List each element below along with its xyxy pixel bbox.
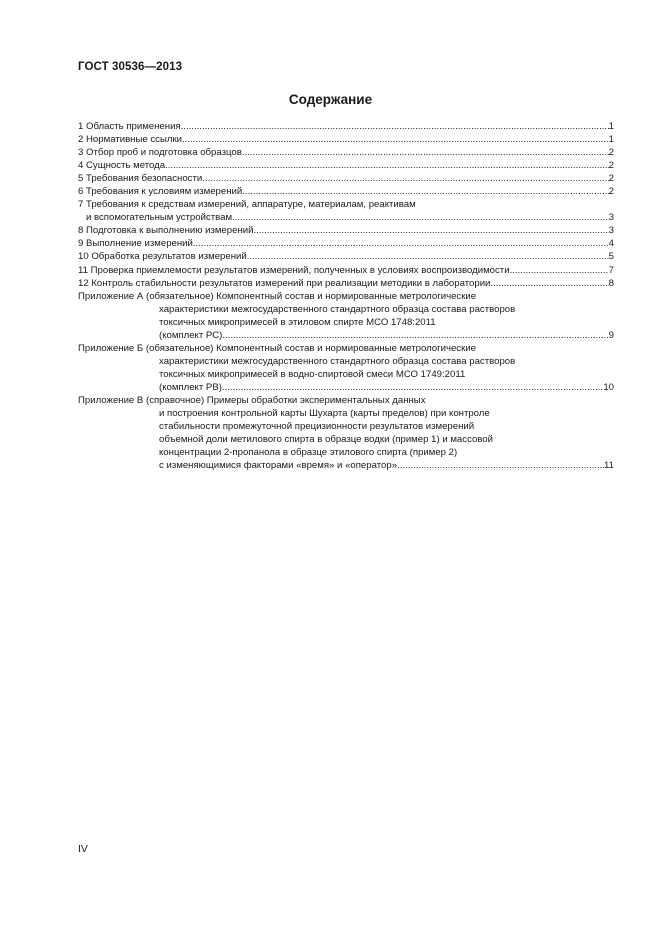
- toc-entry-scope[interactable]: [78, 120, 614, 133]
- toc-page-number: 7: [608, 264, 614, 276]
- toc-page-number: 2: [608, 173, 614, 185]
- toc-entry-measurement[interactable]: [78, 237, 614, 250]
- toc-entry-label: 6 Требования к условиям измерений: [78, 186, 243, 198]
- toc-page-number: 5: [608, 251, 614, 263]
- toc-entry-label: Приложение А (обязательное) Компонентный состав и нормированные метрологические: [78, 290, 477, 302]
- toc-entry-safety[interactable]: [78, 172, 614, 185]
- toc-page-number: 4: [608, 238, 614, 250]
- leader-dots: [182, 133, 609, 146]
- toc-page-number: 3: [608, 212, 614, 224]
- toc-entry-appendix-a[interactable]: [78, 290, 614, 342]
- leader-dots: [242, 185, 608, 198]
- toc-page-number: 1: [608, 121, 614, 132]
- toc-entry-label: 3 Отбор проб и подготовка образцов: [78, 147, 242, 159]
- toc-entry-label: 2 Нормативные ссылки: [78, 134, 183, 146]
- leader-dots: [490, 277, 608, 290]
- toc-entry-label-continued: (комплект РС): [159, 329, 223, 341]
- standard-code: ГОСТ 30536—2013: [78, 61, 183, 73]
- leader-dots: [253, 224, 608, 237]
- toc-page-number: 2: [608, 186, 614, 198]
- toc-entry-label: Приложение В (справочное) Примеры обработки экспериментальных данных: [78, 394, 426, 406]
- leader-dots: [222, 381, 603, 394]
- toc-page-number: 11: [604, 460, 614, 472]
- toc-entry-label-continued: токсичных микропримесей в водно-спиртовой смеси МСО 1749:2011: [159, 368, 466, 380]
- toc-entry-label: 12 Контроль стабильности результатов измерений при реализации методики в лаборатории: [78, 277, 491, 289]
- toc-page-number: 8: [608, 277, 614, 289]
- toc-page-number: 3: [608, 225, 614, 237]
- toc-page-number: 2: [608, 160, 614, 172]
- toc-entry-label-continued: токсичных микропримесей в этиловом спирте МСО 1748:2011: [159, 316, 436, 328]
- toc-entry-acceptability[interactable]: [78, 264, 614, 277]
- toc-page-number: 9: [608, 329, 614, 341]
- toc-entry-appendix-c[interactable]: [78, 394, 614, 472]
- toc-entry-label-continued: и вспомогательным устройствам: [86, 212, 233, 224]
- toc-entry-stability[interactable]: [78, 277, 614, 290]
- toc-entry-label-continued: характеристики межгосударственного стандартного образца состава растворов: [159, 355, 516, 367]
- toc-entry-instruments[interactable]: [78, 198, 614, 224]
- toc-page-number: 1: [608, 134, 614, 146]
- toc-entry-label-continued: и построения контрольной карты Шухарта (карты пределов) при контроле: [159, 408, 490, 420]
- leader-dots: [397, 459, 604, 472]
- table-of-contents: [78, 120, 614, 472]
- toc-entry-label-continued: с изменяющимися факторами «время» и «оператор»: [159, 460, 398, 472]
- toc-entry-label: Приложение Б (обязательное) Компонентный состав и нормированные метрологические: [78, 342, 476, 354]
- toc-entry-label: 9 Выполнение измерений: [78, 238, 193, 250]
- leader-dots: [181, 120, 609, 133]
- toc-entry-label: 7 Требования к средствам измерений, аппаратуре, материалам, реактивам: [78, 199, 416, 211]
- page-number: IV: [78, 843, 88, 855]
- toc-entry-label-continued: характеристики межгосударственного стандартного образца состава растворов: [159, 303, 516, 315]
- toc-entry-conditions[interactable]: [78, 185, 614, 198]
- leader-dots: [242, 146, 609, 159]
- toc-entry-preparation[interactable]: [78, 224, 614, 237]
- toc-entry-references[interactable]: [78, 133, 614, 146]
- toc-entry-label-continued: (комплект РВ): [159, 381, 222, 393]
- leader-dots: [232, 211, 609, 224]
- toc-entry-label: 5 Требования безопасности: [78, 173, 203, 185]
- leader-dots: [193, 237, 609, 250]
- toc-entry-label: 4 Сущность метода: [78, 160, 166, 172]
- leader-dots: [247, 250, 609, 263]
- toc-entry-label-continued: стабильности промежуточной прецизионности результатов измерений: [159, 421, 475, 433]
- toc-entry-processing[interactable]: [78, 250, 614, 263]
- toc-entry-label: 8 Подготовка к выполнению измерений: [78, 225, 254, 237]
- toc-page-number: 2: [608, 147, 614, 159]
- toc-entry-label-continued: концентрации 2-пропанола в образце этилового спирта (пример 2): [159, 447, 458, 459]
- toc-entry-label-continued: объемной доли метилового спирта в образце водки (пример 1) и массовой: [159, 434, 493, 446]
- toc-entry-appendix-b[interactable]: [78, 342, 614, 394]
- toc-page-number: 10: [603, 381, 614, 393]
- toc-entry-sampling[interactable]: [78, 146, 614, 159]
- leader-dots: [202, 172, 608, 185]
- toc-title: Содержание: [288, 92, 373, 107]
- leader-dots: [222, 329, 608, 342]
- toc-entry-label: 11 Проверка приемлемости результатов измерений, полученных в условиях воспроизводимости: [78, 264, 510, 276]
- toc-entry-label: 1 Область применения: [78, 121, 181, 132]
- leader-dots: [510, 264, 609, 277]
- toc-entry-method[interactable]: [78, 159, 614, 172]
- toc-entry-label: 10 Обработка результатов измерений: [78, 251, 247, 263]
- leader-dots: [165, 159, 609, 172]
